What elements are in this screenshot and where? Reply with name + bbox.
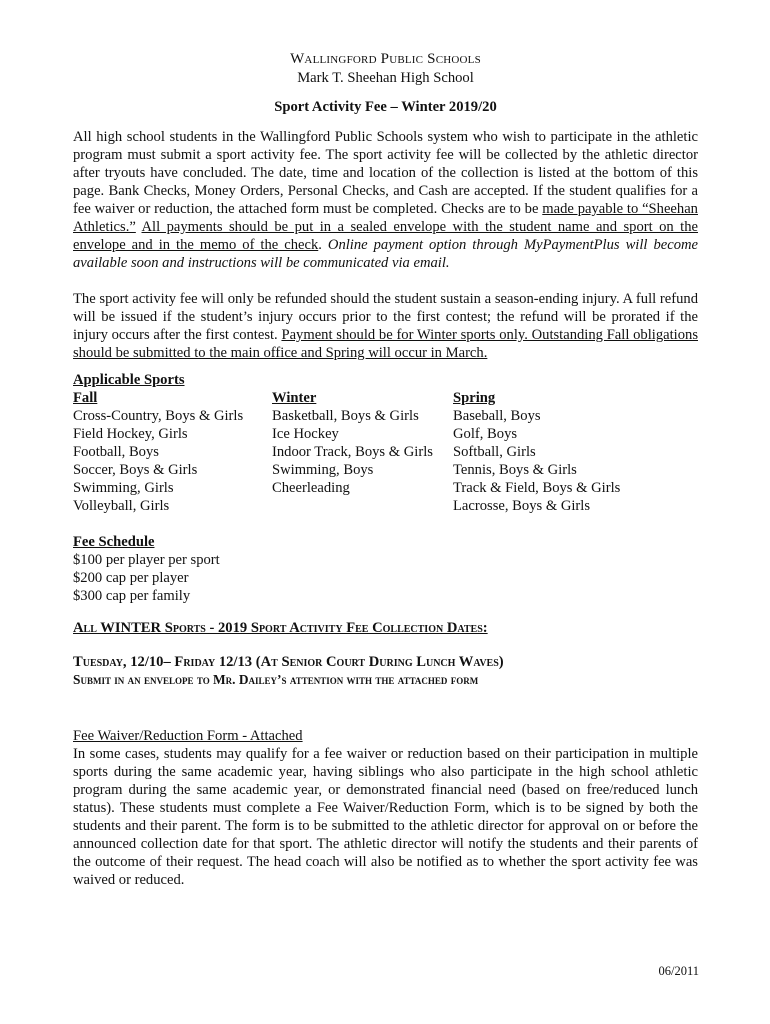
refund-paragraph xyxy=(73,290,698,362)
fee-waiver-section xyxy=(73,727,698,889)
intro-paragraph xyxy=(73,128,698,272)
list-item: Indoor Track, Boys & Girls xyxy=(272,444,433,460)
document-title: Sport Activity Fee – Winter 2019/20 xyxy=(274,99,497,115)
list-item: $200 cap per player xyxy=(73,570,189,586)
collection-dates xyxy=(73,653,698,689)
fall-column xyxy=(73,389,272,515)
fee-waiver-text: In some cases, students may qualify for a fee waiver or reduction based on their participation in multiple sports during the same academic year, having siblings who also participate in the high school athletic program during the same academic year, or demonstrated financial need (based on free/reduced lunch status). These students must complete a Fee Waiver/Reduction Form, which is to be signed by both the students and their parent. The form is to be submitted to the athletic director for approval on or before the announced collection date for that sport. The athletic director will notify the students and their parents of the outcome of their request. The head coach will also be notified as to whether the sport activity fee was waived or reduced. xyxy=(73,746,698,888)
list-item: $100 per player per sport xyxy=(73,552,220,568)
list-item: Basketball, Boys & Girls xyxy=(272,408,419,424)
footer-code: 06/2011 xyxy=(658,964,699,978)
list-item: Swimming, Girls xyxy=(73,480,174,496)
fee-schedule xyxy=(73,533,698,605)
collection-instructions: Submit in an envelope to Mr. Dailey’s attention with the attached form xyxy=(73,672,479,687)
document-page xyxy=(73,50,698,889)
list-item: Football, Boys xyxy=(73,444,159,460)
list-item: Field Hockey, Girls xyxy=(73,426,188,442)
fee-waiver-heading: Fee Waiver/Reduction Form - Attached xyxy=(73,728,303,744)
refund-underlined-note: Payment should be for Winter sports only. Outstanding Fall obligations should be submitted to the main office and Spring will occur in March. xyxy=(73,327,698,361)
collection-dates-heading: All WINTER Sports - 2019 Sport Activity Fee Collection Dates: xyxy=(73,620,488,636)
school-name: Mark T. Sheehan High School xyxy=(297,70,474,86)
spring-heading: Spring xyxy=(453,390,496,406)
list-item: Volleyball, Girls xyxy=(73,498,170,514)
applicable-sports-heading: Applicable Sports xyxy=(73,372,185,388)
list-item: Baseball, Boys xyxy=(453,408,541,424)
envelope-note: All payments should be put in a sealed envelope with the student name and sport on the envelope and in the memo of the check xyxy=(73,219,699,253)
list-item: Soccer, Boys & Girls xyxy=(73,462,198,478)
spring-column xyxy=(453,389,698,515)
collection-date-line: Tuesday, 12/10– Friday 12/13 (At Senior Court During Lunch Waves) xyxy=(73,654,504,670)
intro-text: All high school students in the Wallingford Public Schools system who wish to participate in the athletic program must submit a sport activity fee. The sport activity fee will be collected by the athletic director after tryouts have concluded. The date, time and location of the collection is listed at the bottom of this page. Bank Checks, Money Orders, Personal Checks, and Cash are accepted. If the student qualifies for a fee waiver or reduction, the attached form must be completed. Checks are to be xyxy=(73,129,698,217)
list-item: Swimming, Boys xyxy=(272,462,374,478)
list-item: Cheerleading xyxy=(272,480,350,496)
org-name: Wallingford Public Schools xyxy=(290,51,481,67)
refund-text: The sport activity fee will only be refunded should the student sustain a season-ending injury. A full refund will be issued if the student’s injury occurs prior to the first contest; the refund will be prorated if the injury occurs after the first contest. xyxy=(73,291,698,343)
list-item: Tennis, Boys & Girls xyxy=(453,462,577,478)
list-item: Softball, Girls xyxy=(453,444,536,460)
fee-schedule-heading: Fee Schedule xyxy=(73,534,155,550)
list-item: $300 cap per family xyxy=(73,588,191,604)
list-item: Lacrosse, Boys & Girls xyxy=(453,498,591,514)
winter-column xyxy=(272,389,453,515)
online-payment-note: Online payment option through MyPaymentPlus will become available soon and instructions will be communicated via email. xyxy=(73,237,699,271)
sports-columns xyxy=(73,389,698,515)
list-item: Cross-Country, Boys & Girls xyxy=(73,408,244,424)
winter-heading: Winter xyxy=(272,390,317,406)
intro-period: . xyxy=(318,237,328,253)
list-item: Golf, Boys xyxy=(453,426,518,442)
payable-note: made payable to “Sheehan Athletics.” xyxy=(73,201,698,235)
list-item: Track & Field, Boys & Girls xyxy=(453,480,621,496)
fall-heading: Fall xyxy=(73,390,98,406)
list-item: Ice Hockey xyxy=(272,426,339,442)
